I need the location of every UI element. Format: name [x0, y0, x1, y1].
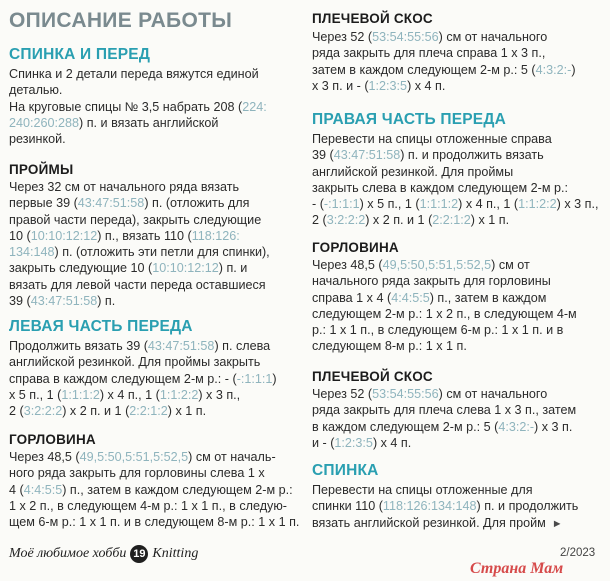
section-heading-right-front: ПРАВАЯ ЧАСТЬ ПЕРЕДА — [312, 111, 506, 128]
text-line: х 3 п. и - (1:2:3:5) х 4 п. — [312, 78, 446, 93]
text-line: Перевести на спицы отложенные для — [312, 483, 533, 497]
section-heading-shoulder-right: ПЛЕЧЕВОЙ СКОС — [312, 11, 433, 26]
issue-number: 2/2023 — [560, 547, 596, 559]
text-line: 4 (4:4:5:5) п., затем в каждом следующем 2-м р.: — [9, 482, 293, 497]
page-title: ОПИСАНИЕ РАБОТЫ — [9, 9, 233, 32]
section-heading-armholes: ПРОЙМЫ — [9, 162, 74, 177]
text-line: Продолжить вязать 39 (43:47:51:58) п. слева — [9, 339, 271, 353]
text-line: в каждом следующем 2-м р.: 5 (4:3:2:-) х 3 п. — [312, 419, 573, 434]
page-number-badge: 19 — [130, 545, 148, 563]
magazine-footer — [9, 545, 198, 563]
section-text-left-front — [9, 338, 277, 419]
watermark-logo: Страна Мам — [470, 560, 564, 577]
section-text-back-front — [9, 66, 267, 147]
text-line: 39 (43:47:51:58) п. и продолжить вязать — [312, 148, 544, 163]
text-line: Через 52 (53:54:55:56) см от начального — [312, 30, 548, 44]
text-line: вязать английской резинкой. Для пройм ► — [312, 515, 563, 530]
text-line: затем в каждом следующем 2-м р.: 5 (4:3:2:-) — [312, 62, 576, 77]
text-line: щем 6-м р.: 1 х 1 п. и в следующем 8-м р.: 1 х 1 п. — [9, 515, 300, 530]
text-line: следующем 8-м р.: 1 х 1 п. — [312, 339, 467, 354]
text-line: Спинка и 2 детали переда вяжутся единой — [9, 67, 259, 81]
section-text-neckline-left — [9, 449, 299, 530]
text-line: справа в каждом следующем 2-м р.: - (-:1:1:1) — [9, 371, 277, 386]
text-line: и - (1:2:3:5) х 4 п. — [312, 435, 412, 450]
text-line: закрыть следующие 10 (10:10:12:12) п. и — [9, 261, 248, 276]
section-text-shoulder-left — [312, 386, 576, 451]
text-line: английской резинкой. Для проймы — [312, 164, 514, 179]
text-line: 134:148) п. (отложить эти петли для спинки), — [9, 245, 270, 260]
magazine-name: Моё любимое хобби — [9, 546, 127, 561]
section-heading-neckline-right: ГОРЛОВИНА — [312, 240, 399, 255]
text-line: - (-:1:1:1) х 5 п., 1 (1:1:1:2) х 4 п., 1 (1:1:2:2) х 3 п., — [312, 197, 599, 212]
section-text-shoulder-right — [312, 29, 576, 94]
section-heading-left-front: ЛЕВАЯ ЧАСТЬ ПЕРЕДА — [9, 318, 193, 335]
continue-arrow-icon: ► — [551, 517, 563, 530]
text-line: ряда закрыть для плеча справа 1 х 3 п., — [312, 46, 546, 61]
text-line: 2 (3:2:2:2) х 2 п. и 1 (2:2:1:2) х 1 п. — [312, 213, 510, 228]
text-line: закрыть слева в каждом следующем 2-м р.: — [312, 180, 568, 195]
text-line: справа 1 х 4 (4:4:5:5) п., затем в каждом — [312, 290, 547, 305]
text-line: Через 48,5 (49,5:50,5:51,5:52,5) см от — [312, 258, 530, 272]
text-line: деталью. — [9, 83, 63, 98]
text-line: начального ряда закрыть для горловины — [312, 274, 551, 289]
text-line: вязать для левой части переда оставшиеся — [9, 277, 266, 292]
text-line: английской резинкой. Для проймы закрыть — [9, 355, 261, 370]
section-text-right-front — [312, 131, 598, 229]
section-heading-back: СПИНКА — [312, 462, 379, 479]
text-line: резинкой. — [9, 132, 66, 147]
text-line: Через 48,5 (49,5:50,5:51,5:52,5) см от началь- — [9, 450, 276, 464]
text-line: Перевести на спицы отложенные справа — [312, 132, 552, 146]
text-line: 39 (43:47:51:58) п. — [9, 294, 116, 309]
text-line: правой части переда), закрыть следующие — [9, 212, 262, 227]
section-heading-back-front: СПИНКА И ПЕРЕД — [9, 46, 151, 63]
section-text-armholes — [9, 179, 270, 309]
text-line: х 5 п., 1 (1:1:1:2) х 4 п., 1 (1:1:2:2) х 3 п., — [9, 387, 241, 402]
text-line: 1 х 2 п., в следующем 4-м р.: 1 х 1 п., в следую- — [9, 498, 287, 513]
text-line: ного ряда закрыть для горловины слева 1 х — [9, 466, 265, 481]
text-line: Через 52 (53:54:55:56) см от начального — [312, 387, 548, 401]
section-heading-shoulder-left: ПЛЕЧЕВОЙ СКОС — [312, 369, 433, 384]
text-line: следующем 2-м р.: 1 х 2 п., в следующем 4-м — [312, 306, 577, 321]
section-text-neckline-right — [312, 257, 577, 355]
text-line: 2 (3:2:2:2) х 2 п. и 1 (2:2:1:2) х 1 п. — [9, 404, 207, 419]
text-line: первые 39 (43:47:51:58) п. (отложить для — [9, 196, 250, 211]
text-line: ряда закрыть для плеча слева 1 х 3 п., затем — [312, 403, 577, 418]
text-line: Через 32 см от начального ряда вязать — [9, 180, 240, 194]
text-line: 10 (10:10:12:12) п., вязать 110 (118:126: — [9, 228, 240, 243]
text-line: спинки 110 (118:126:134:148) п. и продолжить — [312, 499, 579, 514]
section-name: Knitting — [152, 546, 199, 561]
text-line: 240:260:288) п. и вязать английской — [9, 115, 219, 130]
text-line: р.: 1 х 1 п., в следующем 6-м р.: 1 х 1 п. и в — [312, 323, 564, 338]
section-heading-neckline-left: ГОРЛОВИНА — [9, 432, 96, 447]
text-line: На круговые спицы № 3,5 набрать 208 (224: — [9, 99, 267, 114]
section-text-back — [312, 482, 578, 532]
